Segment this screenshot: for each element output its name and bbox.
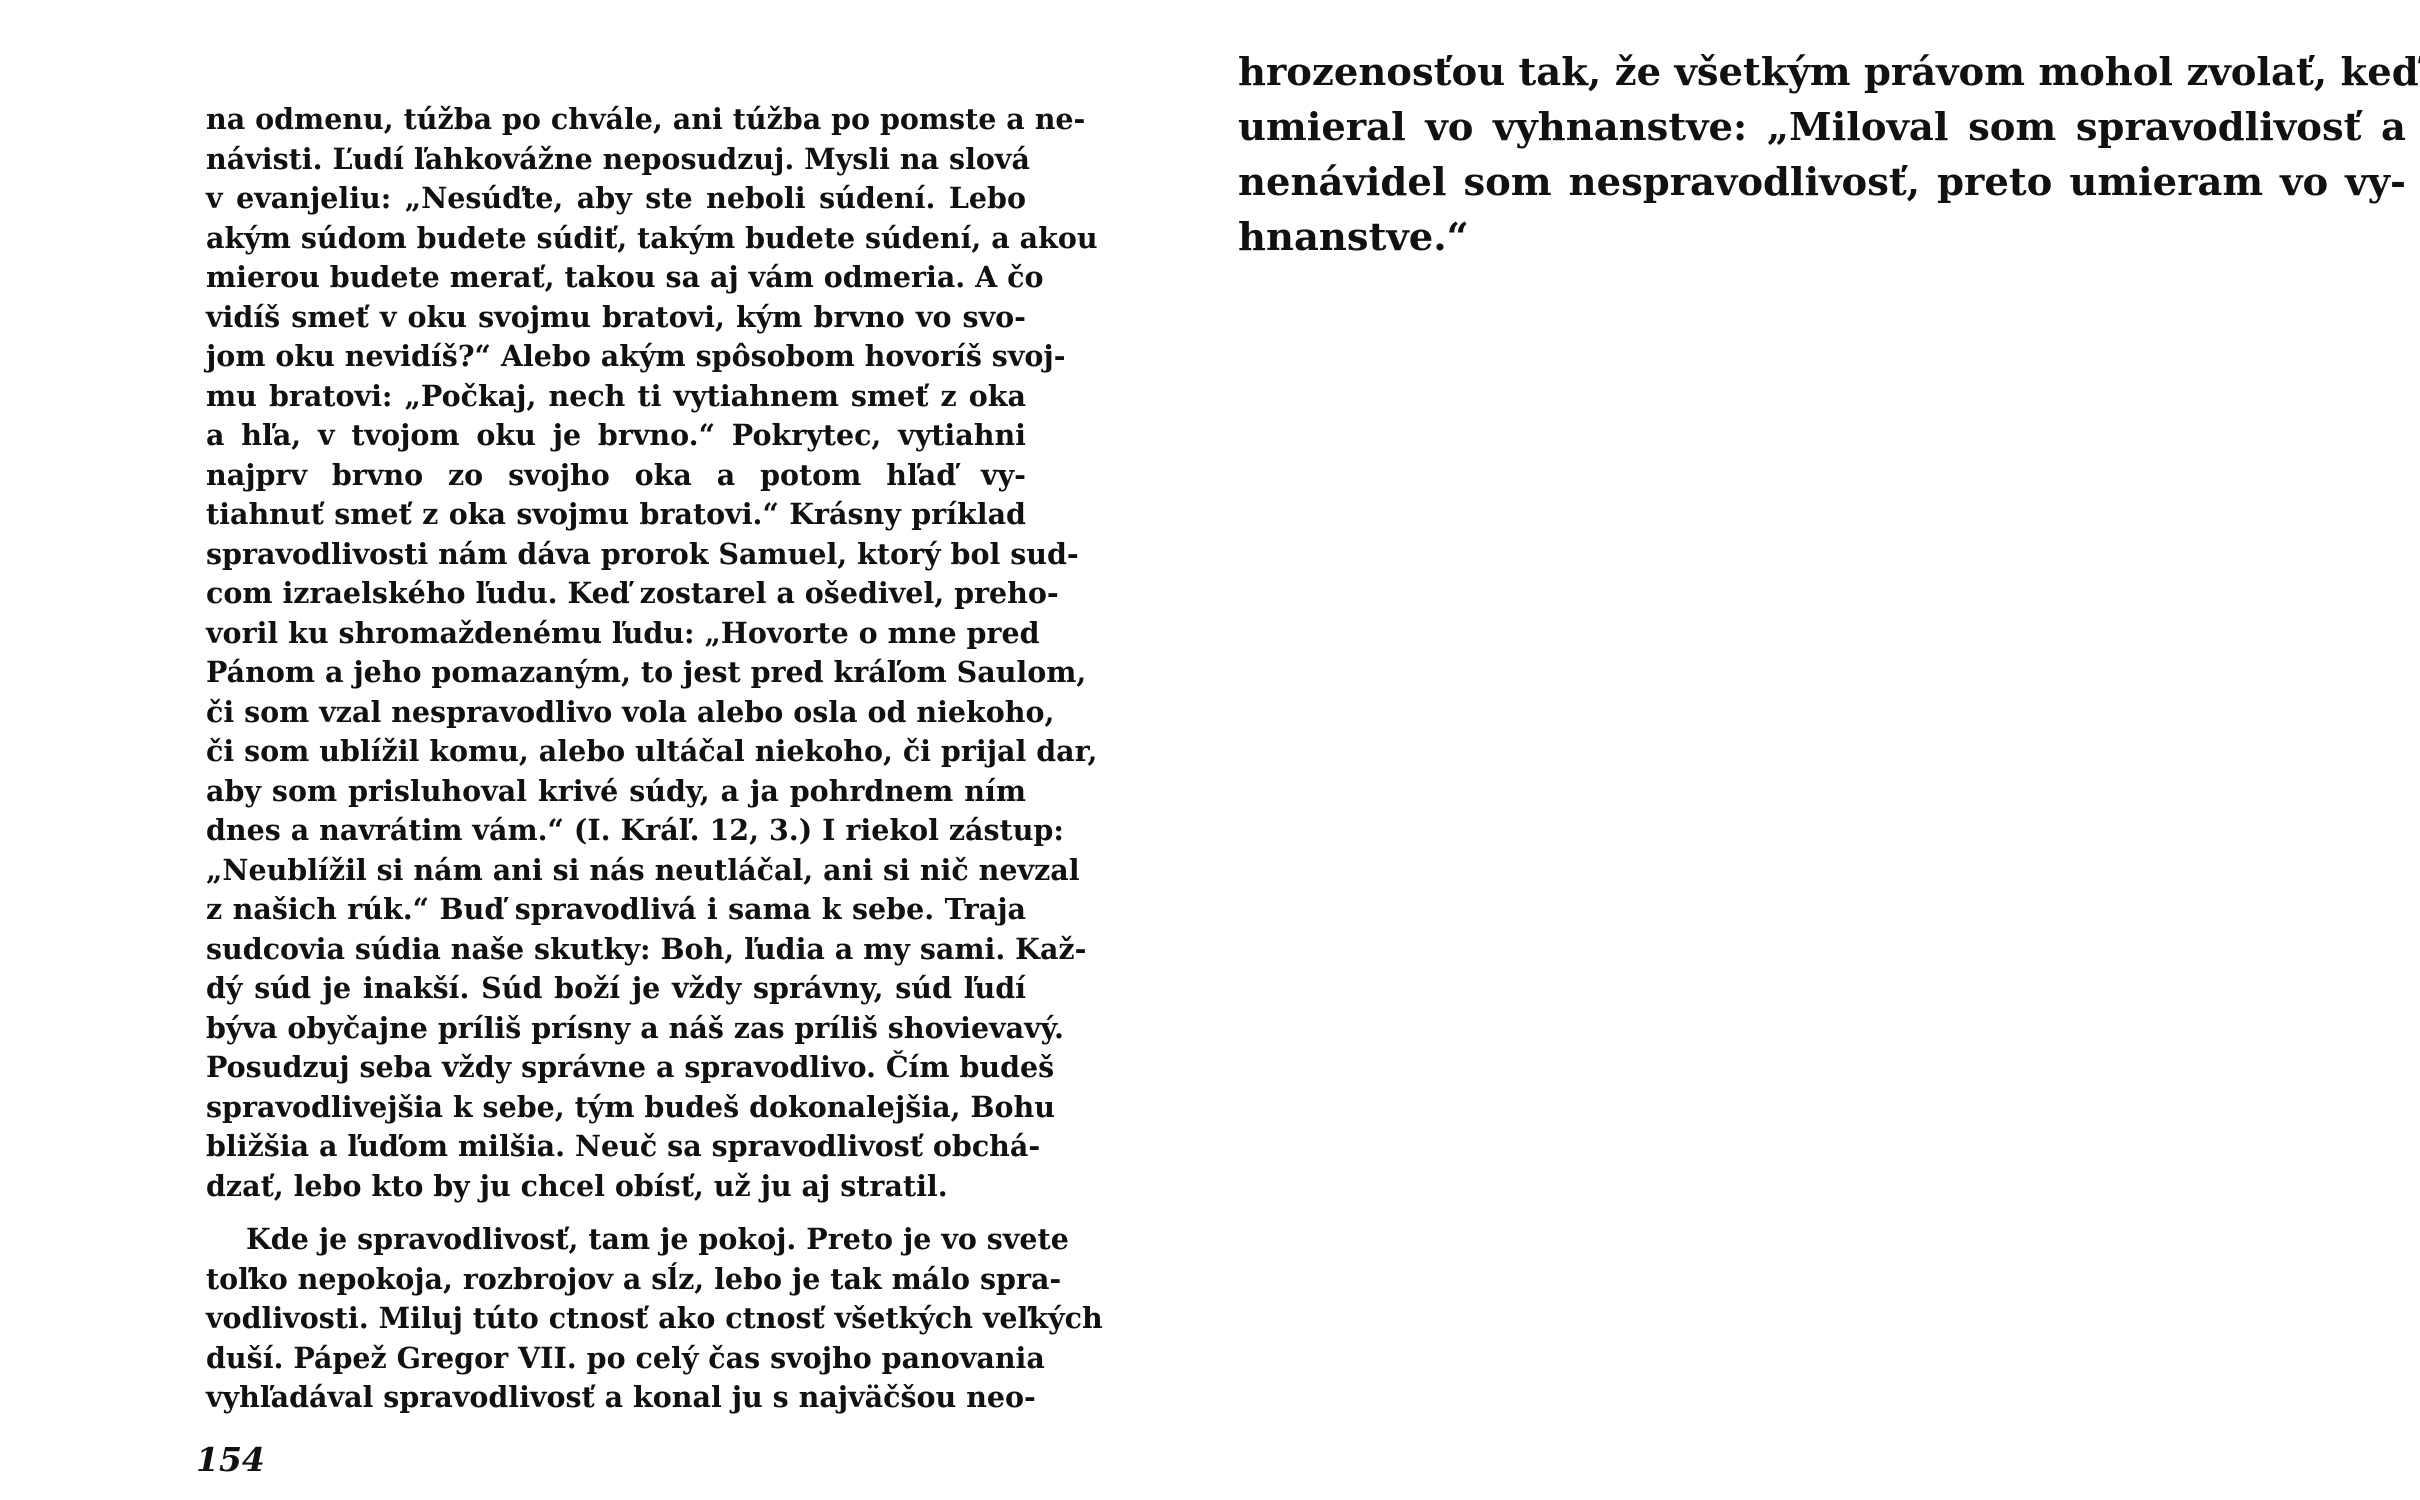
text-line: bližšia a ľuďom milšia. Neuč sa spravodlivosť obchá- (206, 1129, 1041, 1163)
text-line: Pánom a jeho pomazaným, to jest pred kráľom Saulom, (206, 655, 1087, 689)
text-line: hnanstve.“ (1238, 215, 1469, 260)
text-line: Posudzuj seba vždy správne a spravodlivo. Čím budeš (206, 1050, 1055, 1084)
text-line: „Neublížil si nám ani si nás neutláčal, ani si nič nevzal (206, 852, 1080, 887)
text-line: aby som prisluhoval krivé súdy, a ja pohrdnem ním (206, 773, 1026, 808)
text-line: vodlivosti. Miluj túto ctnosť ako ctnosť všetkých veľkých (206, 1301, 1103, 1335)
text-line: v evanjeliu: „Nesúďte, aby ste neboli súdení. Lebo (206, 181, 1026, 215)
text-line: nenávidel som nespravodlivosť, preto umieram vo vy- (1238, 160, 2406, 205)
text-line: či som ublížil komu, alebo ultáčal niekoho, či prijal dar, (206, 734, 1098, 768)
paragraph-gap (206, 1206, 1026, 1220)
text-line: duší. Pápež Gregor VII. po celý čas svojho panovania (206, 1340, 1045, 1375)
text-line: mu bratovi: „Počkaj, nech ti vytiahnem smeť z oka (206, 378, 1026, 413)
paragraph (206, 100, 1098, 1206)
text-line: umieral vo vyhnanstve: „Miloval som spravodlivosť a (1238, 105, 2406, 150)
text-line: návisti. Ľudí ľahkovážne neposudzuj. Mysli na slová (206, 141, 1030, 176)
text-line: vidíš smeť v oku svojmu bratovi, kým brvno vo svo- (206, 299, 1026, 334)
text-line: jom oku nevidíš?“ Alebo akým spôsobom hovoríš svoj- (206, 339, 1066, 373)
text-line: spravodlivejšia k sebe, tým budeš dokonalejšia, Bohu (206, 1089, 1055, 1124)
text-line: dý súd je inakší. Súd boží je vždy správny, súd ľudí (206, 971, 1026, 1005)
left-page (206, 100, 1103, 1418)
text-line: com izraelského ľudu. Keď zostarel a ošedivel, preho- (206, 576, 1059, 610)
page-number: 154 (196, 1440, 265, 1479)
text-line: akým súdom budete súdiť, takým budete súdení, a akou (206, 220, 1098, 255)
text-line: spravodlivosti nám dáva prorok Samuel, ktorý bol sud- (206, 536, 1079, 571)
paragraph (1238, 45, 2419, 265)
text-line: dnes a navrátim vám.“ (I. Kráľ. 12, 3.) I riekol zástup: (206, 813, 1064, 847)
text-line: na odmenu, túžba po chvále, ani túžba po pomste a ne- (206, 102, 1086, 136)
text-line: Kde je spravodlivosť, tam je pokoj. Preto je vo svete (246, 1222, 1069, 1256)
text-line: voril ku shromaždenému ľudu: „Hovorte o mne pred (206, 615, 1040, 650)
text-line: sudcovia súdia naše skutky: Boh, ľudia a my sami. Kaž- (206, 931, 1087, 966)
text-line: býva obyčajne príliš prísny a náš zas príliš shovievavý. (206, 1010, 1064, 1045)
text-line: hrozenosťou tak, že všetkým právom mohol zvolať, keď (1238, 50, 2419, 95)
text-line: mierou budete merať, takou sa aj vám odmeria. A čo (206, 260, 1044, 294)
text-line: z našich rúk.“ Buď spravodlivá i sama k sebe. Traja (206, 892, 1026, 926)
text-line: vyhľadával spravodlivosť a konal ju s najväčšou neo- (206, 1380, 1036, 1414)
text-line: a hľa, v tvojom oku je brvno.“ Pokrytec, vytiahni (206, 418, 1026, 452)
text-line: či som vzal nespravodlivo vola alebo osla od niekoho, (206, 694, 1055, 729)
paragraph (206, 1220, 1103, 1418)
text-line: tiahnuť smeť z oka svojmu bratovi.“ Krásny príklad (206, 497, 1026, 531)
text-line: najprv brvno zo svojho oka a potom hľaď vy- (206, 457, 1026, 492)
right-page (1238, 45, 2419, 265)
text-line: toľko nepokoja, rozbrojov a sĺz, lebo je tak málo spra- (206, 1261, 1062, 1296)
text-line: dzať, lebo kto by ju chcel obísť, už ju aj stratil. (206, 1168, 948, 1203)
